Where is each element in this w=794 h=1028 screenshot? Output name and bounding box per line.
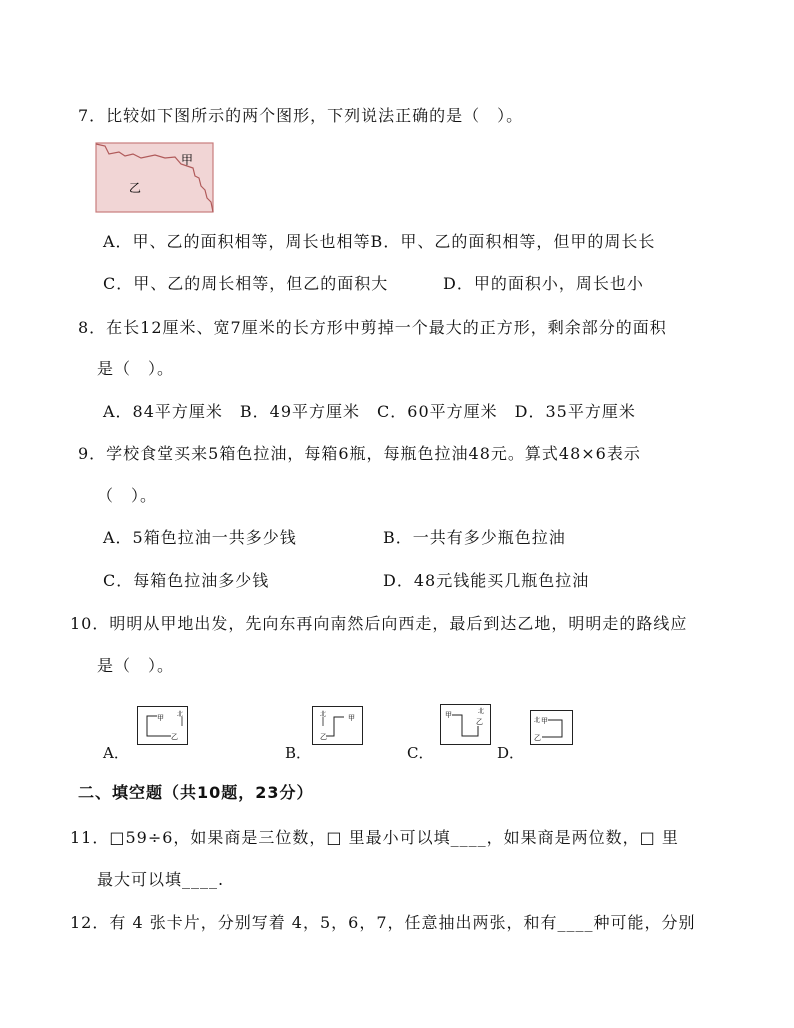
q9-option-d[interactable]: D．48元钱能买几瓶色拉油 <box>383 571 590 590</box>
q8-stem-line1: 8．在长12厘米、宽7厘米的长方形中剪掉一个最大的正方形，剩余部分的面积 <box>78 318 667 337</box>
q10d-north-label: 北 <box>534 717 541 724</box>
q9-stem-line2: （ ）。 <box>97 486 158 505</box>
q10-route-figure-a[interactable] <box>137 706 189 746</box>
q8-stem-line2: 是（ ）。 <box>97 359 175 378</box>
q10-option-a-label[interactable]: A． <box>103 744 129 762</box>
q11-line1: 11．□59÷6，如果商是三位数，□ 里最小可以填____，如果商是两位数，□ 里 <box>70 828 679 847</box>
q10b-north-label: 北 <box>320 711 327 718</box>
q9-option-a[interactable]: A．5箱色拉油一共多少钱 <box>103 528 297 547</box>
q7-option-c[interactable]: C．甲、乙的周长相等，但乙的面积大 <box>103 274 389 293</box>
q10-route-figure-c[interactable] <box>440 704 492 746</box>
q10-option-b-label[interactable]: B． <box>285 744 312 762</box>
q10c-label-jia: 甲 <box>445 711 452 719</box>
q10d-label-jia: 甲 <box>541 717 548 725</box>
q9-stem-line1: 9．学校食堂买来5箱色拉油，每箱6瓶，每瓶色拉油48元。算式48×6表示 <box>78 444 641 463</box>
section-2-title: 二、填空题（共10题，23分） <box>78 783 314 802</box>
q7-shape-figure <box>95 142 215 214</box>
q8-options[interactable]: A．84平方厘米 B．49平方厘米 C．60平方厘米 D．35平方厘米 <box>103 402 636 421</box>
q11-line2: 最大可以填____. <box>97 870 225 889</box>
q9-option-c[interactable]: C．每箱色拉油多少钱 <box>103 571 270 590</box>
q10a-label-yi: 乙 <box>171 733 178 741</box>
q10b-label-jia: 甲 <box>348 714 355 722</box>
q10-stem-line1: 10．明明从甲地出发，先向东再向南然后向西走，最后到达乙地，明明走的路线应 <box>70 614 688 633</box>
q7-label-yi: 乙 <box>129 181 142 195</box>
q10c-north-label: 北 <box>478 708 485 715</box>
q7-label-jia: 甲 <box>181 153 194 167</box>
q10-route-figure-b[interactable] <box>312 706 364 746</box>
q10d-label-yi: 乙 <box>534 734 541 742</box>
q7-option-d[interactable]: D．甲的面积小，周长也小 <box>443 274 644 293</box>
q10b-label-yi: 乙 <box>320 733 327 741</box>
q10-option-d-label[interactable]: D． <box>497 744 525 762</box>
q10a-label-jia: 甲 <box>157 714 164 722</box>
q10-option-c-label[interactable]: C． <box>407 744 434 762</box>
q7-option-ab[interactable]: A．甲、乙的面积相等，周长也相等B．甲、乙的面积相等，但甲的周长长 <box>103 232 656 251</box>
q10-route-figure-d[interactable] <box>530 710 574 746</box>
q10a-north-label: 北 <box>177 711 184 718</box>
q12-line1: 12．有 4 张卡片，分别写着 4，5，6，7，任意抽出两张，和有____种可能，分别 <box>70 913 696 932</box>
q10c-label-yi: 乙 <box>476 718 483 726</box>
q7-stem: 7．比较如下图所示的两个图形，下列说法正确的是（ ）。 <box>78 106 524 125</box>
q9-option-b[interactable]: B．一共有多少瓶色拉油 <box>383 528 566 547</box>
q10-stem-line2: 是（ ）。 <box>97 656 175 675</box>
